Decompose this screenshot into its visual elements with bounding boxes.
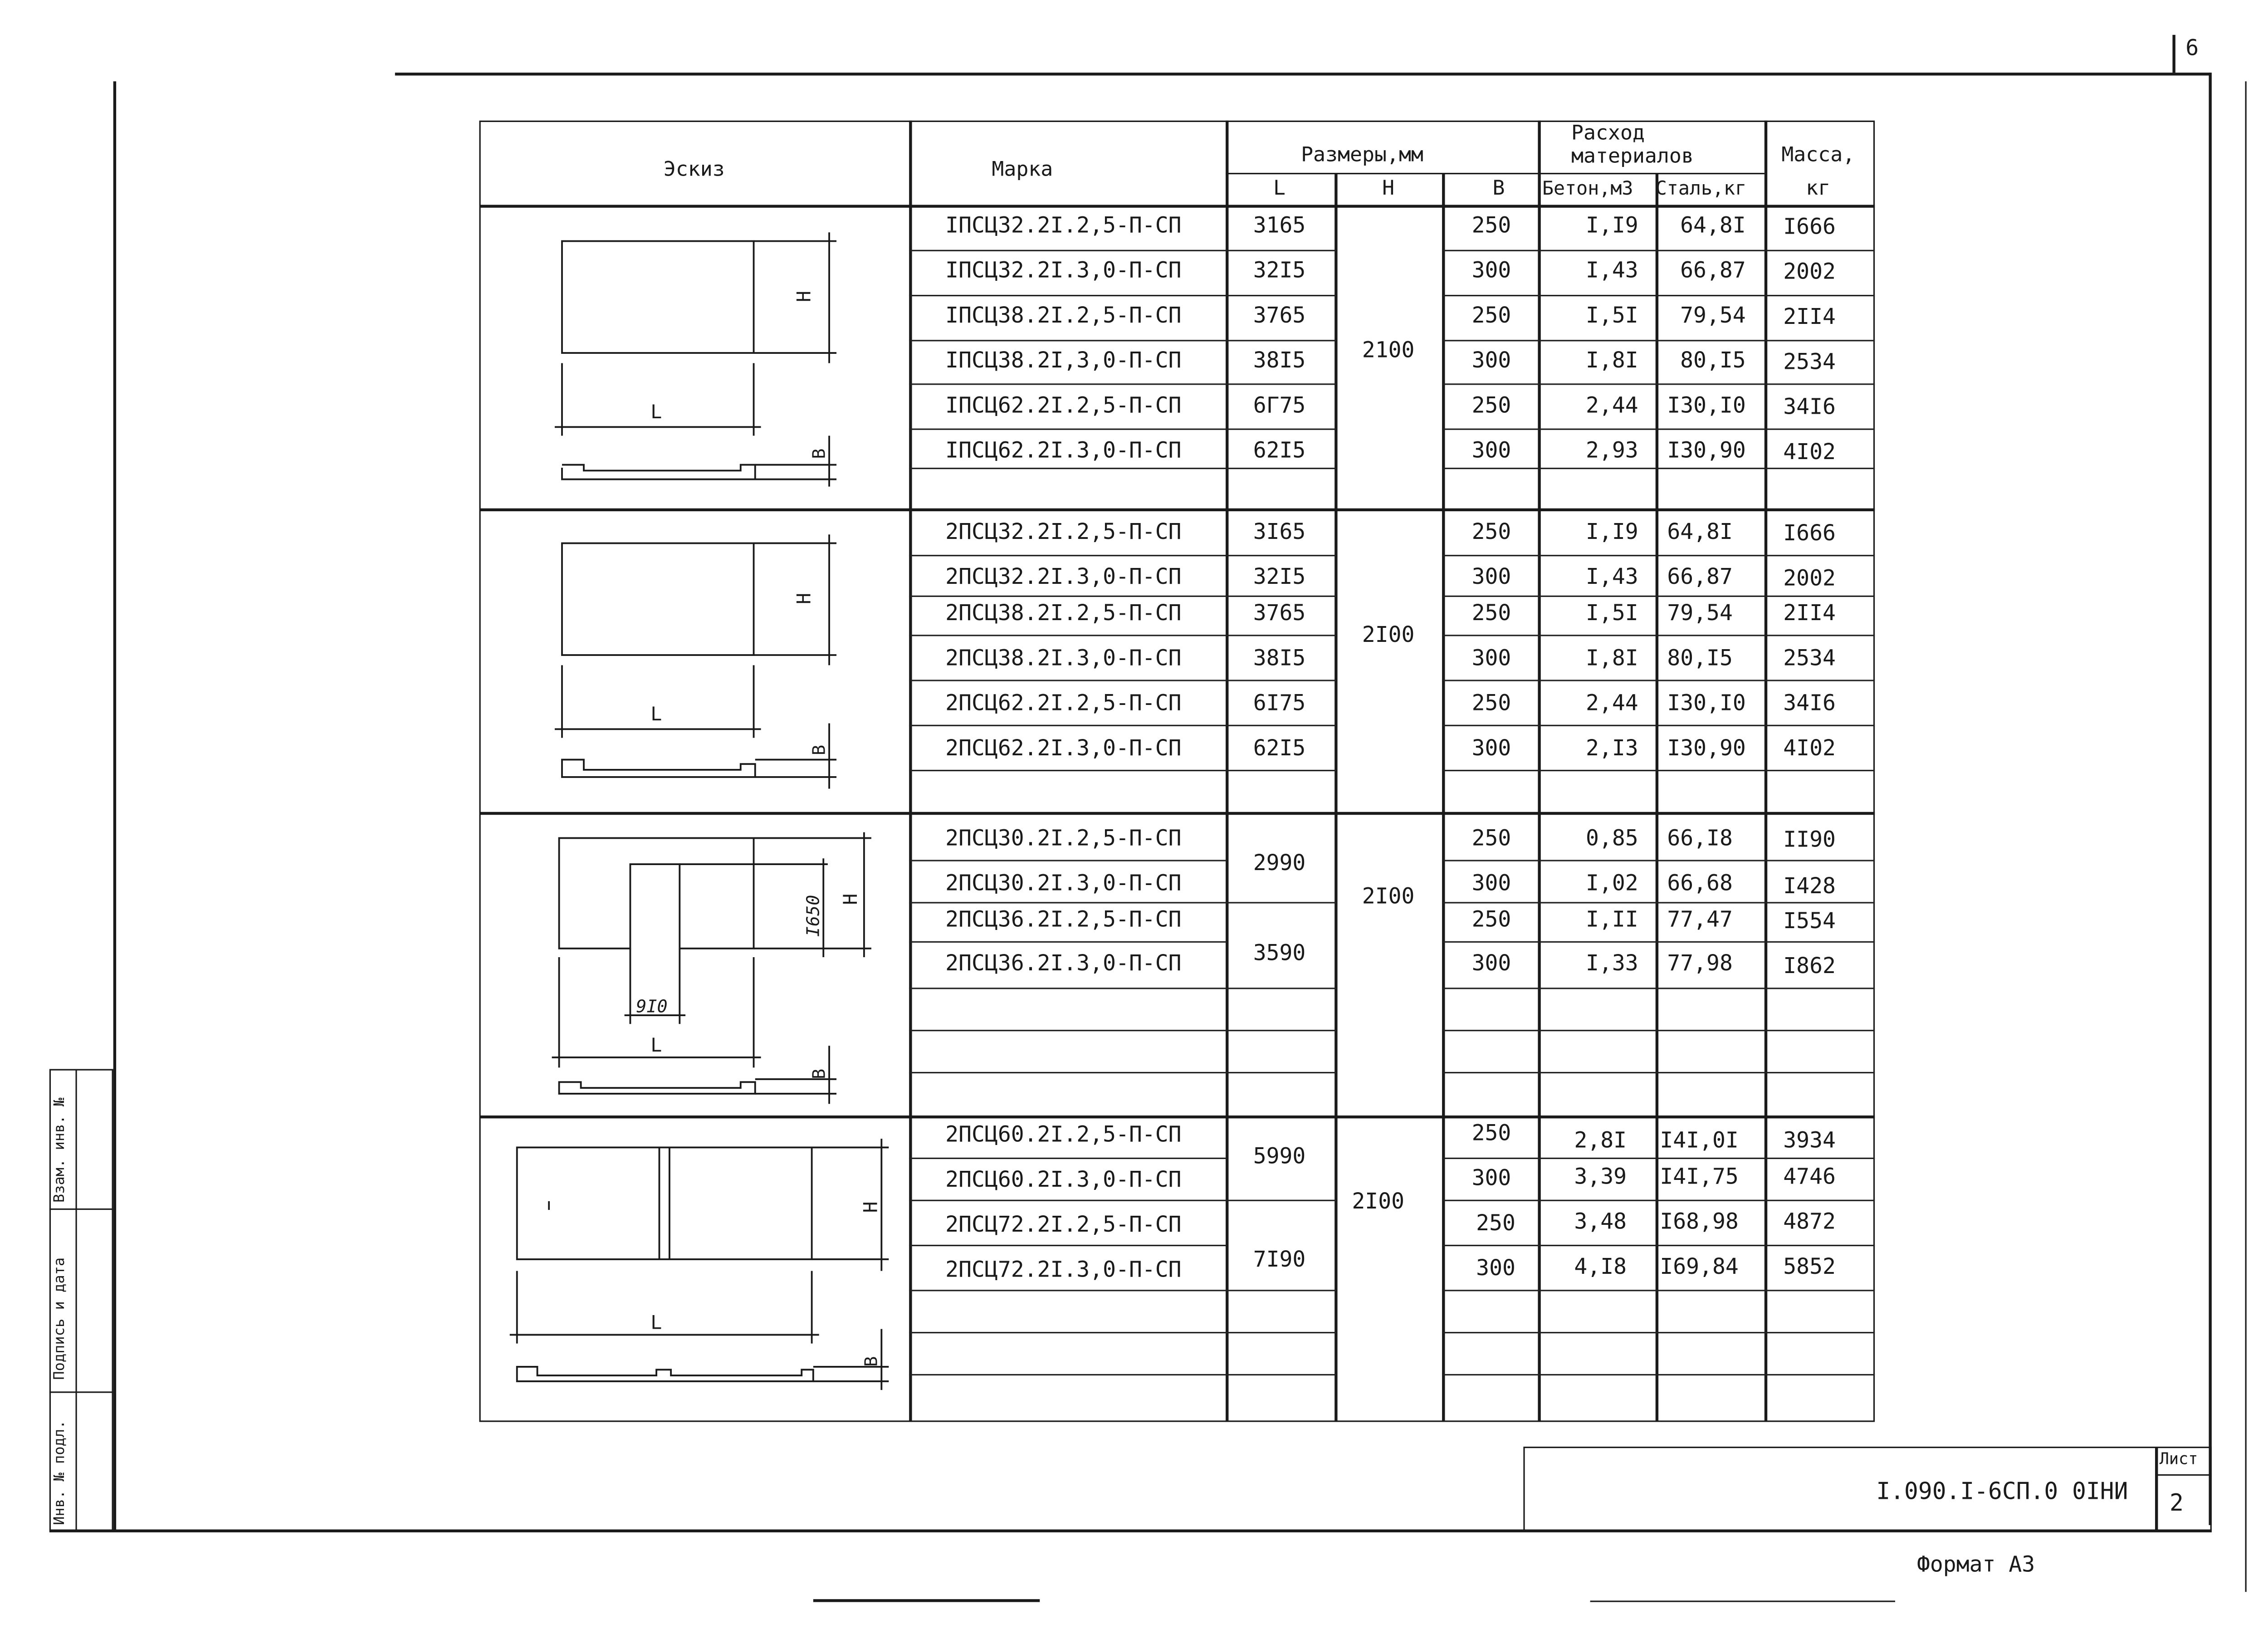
table-row-massa: 2534 bbox=[1783, 645, 1836, 671]
table-row-massa: I554 bbox=[1783, 908, 1836, 934]
row-line bbox=[1442, 988, 1875, 989]
trim-right-line bbox=[2245, 81, 2247, 1592]
table-row-stal: I68,98 bbox=[1660, 1208, 1739, 1235]
table-row-stal: 66,87 bbox=[1667, 563, 1733, 590]
table-row-marka: IПСЦ38.2I.2,5-П-СП bbox=[945, 302, 1182, 328]
table-row-massa: 2II4 bbox=[1783, 600, 1836, 626]
sketch-panel-1 bbox=[494, 218, 900, 508]
table-row-beton: I,II bbox=[1586, 906, 1638, 933]
sketch-label-L: L bbox=[650, 703, 662, 725]
table-row-beton: I,8I bbox=[1586, 645, 1638, 671]
table-row-B: 300 bbox=[1471, 949, 1511, 976]
table-row-L: 32I5 bbox=[1253, 257, 1306, 284]
row-line bbox=[1442, 555, 1875, 556]
row-line bbox=[1442, 1200, 1875, 1201]
row-line bbox=[1442, 429, 1875, 430]
group-H-value: 2100 bbox=[1362, 337, 1415, 363]
table-row-stal: I30,I0 bbox=[1667, 690, 1746, 716]
group-H-value: 2I00 bbox=[1352, 1188, 1405, 1214]
row-line bbox=[909, 1374, 1336, 1375]
row-line bbox=[1442, 941, 1875, 943]
row-line bbox=[1442, 725, 1875, 726]
header-massa-1: Масса, bbox=[1781, 143, 1855, 167]
row-line bbox=[1442, 1072, 1875, 1073]
row-line bbox=[909, 340, 1336, 341]
group-sep-3 bbox=[479, 1115, 1875, 1118]
sketch-label-B: B bbox=[809, 744, 830, 755]
table-row-B: 250 bbox=[1476, 1210, 1515, 1236]
row-line bbox=[909, 1072, 1336, 1073]
table-row-massa: I862 bbox=[1783, 953, 1836, 979]
sketch-panel-3 bbox=[494, 821, 900, 1111]
row-line bbox=[1442, 860, 1875, 861]
row-line bbox=[1442, 635, 1875, 636]
sketch-label-B: B bbox=[861, 1356, 882, 1367]
row-line bbox=[909, 770, 1336, 771]
table-row-massa: 4I02 bbox=[1783, 438, 1836, 465]
row-line bbox=[909, 295, 1336, 296]
table-row-B: 300 bbox=[1471, 347, 1511, 373]
header-H: H bbox=[1382, 177, 1395, 201]
sketch-panel-4 bbox=[494, 1125, 900, 1416]
sketch-label-H: H bbox=[859, 1201, 882, 1213]
header-raskhod-1: Расход bbox=[1571, 122, 1645, 146]
row-line bbox=[1442, 1158, 1875, 1159]
table-row-marka: 2ПСЦ36.2I.3,0-П-СП bbox=[945, 949, 1182, 976]
trim-mark-bottom-right bbox=[1590, 1600, 1895, 1602]
group-L-merged: 5990 bbox=[1253, 1143, 1306, 1169]
table-row-beton: I,5I bbox=[1586, 302, 1638, 328]
table-row-beton: I,33 bbox=[1586, 949, 1638, 976]
table-row-beton: I,43 bbox=[1586, 563, 1638, 590]
header-razmery: Размеры,мм bbox=[1301, 143, 1423, 167]
table-row-L: 6Г75 bbox=[1253, 392, 1306, 419]
table-row-stal: 66,87 bbox=[1680, 257, 1746, 284]
table-row-beton: 2,44 bbox=[1586, 690, 1638, 716]
row-line bbox=[909, 860, 1226, 861]
table-row-marka: IПСЦ32.2I.2,5-П-СП bbox=[945, 212, 1182, 239]
trim-mark-bottom bbox=[813, 1599, 1040, 1602]
table-row-B: 250 bbox=[1471, 906, 1511, 933]
table-row-B: 300 bbox=[1471, 735, 1511, 761]
table-row-beton: I,I9 bbox=[1586, 212, 1638, 239]
row-line bbox=[909, 555, 1336, 556]
table-row-B: 250 bbox=[1471, 302, 1511, 328]
table-row-marka: 2ПСЦ32.2I.3,0-П-СП bbox=[945, 563, 1182, 590]
table-row-B: 300 bbox=[1471, 257, 1511, 284]
table-row-massa: I666 bbox=[1783, 520, 1836, 546]
row-line bbox=[1442, 468, 1875, 469]
header-bottom-line bbox=[479, 205, 1875, 207]
header-B: B bbox=[1492, 177, 1505, 201]
group-L-merged: 3590 bbox=[1253, 939, 1306, 966]
table-row-L: 3765 bbox=[1253, 600, 1306, 626]
row-line bbox=[1442, 1030, 1875, 1031]
table-row-stal: 79,54 bbox=[1680, 302, 1746, 328]
group-sep-2 bbox=[479, 812, 1875, 814]
header-beton: Бетон,м3 bbox=[1542, 178, 1633, 201]
table-row-stal: 64,8I bbox=[1680, 212, 1746, 239]
header-stal: Сталь,кг bbox=[1655, 178, 1747, 201]
side-stamp-divider bbox=[75, 1069, 77, 1531]
table-row-marka: IПСЦ62.2I.3,0-П-СП bbox=[945, 437, 1182, 464]
row-line bbox=[909, 902, 1336, 903]
sheet-format: Формат А3 bbox=[1916, 1551, 2035, 1578]
table-row-stal: 79,54 bbox=[1667, 600, 1733, 626]
sheet-label: Лист bbox=[2159, 1449, 2198, 1469]
row-line bbox=[909, 725, 1336, 726]
table-row-beton: 3,48 bbox=[1574, 1208, 1627, 1235]
row-line bbox=[909, 468, 1336, 469]
frame-top-line bbox=[395, 73, 2210, 75]
title-block-sheet-sep bbox=[2155, 1474, 2212, 1476]
row-line bbox=[909, 1158, 1226, 1159]
table-row-L: 3I65 bbox=[1253, 519, 1306, 545]
table-row-B: 300 bbox=[1471, 1164, 1511, 1191]
group-H-value: 2I00 bbox=[1362, 883, 1415, 910]
table-row-beton: 0,85 bbox=[1586, 825, 1638, 851]
title-block-divider bbox=[2155, 1447, 2157, 1531]
table-row-stal: 77,47 bbox=[1667, 906, 1733, 933]
doc-code: I.090.I-6СП.0 0IНИ bbox=[1876, 1477, 2128, 1505]
table-row-massa: 5852 bbox=[1783, 1253, 1836, 1280]
table-row-stal: I4I,75 bbox=[1660, 1163, 1739, 1190]
row-line bbox=[909, 988, 1336, 989]
table-row-B: 300 bbox=[1471, 645, 1511, 671]
table-row-stal: 80,I5 bbox=[1680, 347, 1746, 373]
table-row-B: 300 bbox=[1471, 437, 1511, 464]
table-row-B: 250 bbox=[1471, 690, 1511, 716]
table-row-L: 3765 bbox=[1253, 302, 1306, 328]
table-row-massa: II90 bbox=[1783, 826, 1836, 853]
table-row-L: 32I5 bbox=[1253, 563, 1306, 590]
row-line bbox=[1442, 1374, 1875, 1375]
table-row-marka: 2ПСЦ62.2I.3,0-П-СП bbox=[945, 735, 1182, 761]
table-row-massa: 2II4 bbox=[1783, 303, 1836, 330]
table-row-stal: I30,90 bbox=[1667, 437, 1746, 464]
table-row-massa: 4872 bbox=[1783, 1208, 1836, 1235]
table-row-beton: I,I9 bbox=[1586, 519, 1638, 545]
row-line bbox=[909, 1332, 1336, 1333]
table-row-B: 300 bbox=[1476, 1255, 1515, 1281]
table-row-beton: 2,93 bbox=[1586, 437, 1638, 464]
sketch-label-H: H bbox=[792, 290, 815, 302]
side-stamp-podpis: Подпись и дата bbox=[52, 1257, 68, 1380]
table-row-beton: 2,8I bbox=[1574, 1127, 1627, 1154]
table-row-massa: 34I6 bbox=[1783, 393, 1836, 420]
row-line bbox=[909, 1290, 1336, 1291]
table-row-B: 250 bbox=[1471, 212, 1511, 239]
table-row-massa: 34I6 bbox=[1783, 690, 1836, 716]
table-row-massa: 2002 bbox=[1783, 258, 1836, 285]
sketch-label-B: B bbox=[809, 1068, 830, 1079]
table-row-marka: 2ПСЦ60.2I.2,5-П-СП bbox=[945, 1121, 1182, 1148]
sketch-label-opening-h: I650 bbox=[803, 895, 824, 937]
row-line bbox=[1442, 902, 1875, 903]
table-row-B: 250 bbox=[1471, 519, 1511, 545]
side-stamp-sep-1 bbox=[49, 1208, 113, 1210]
table-row-massa: I666 bbox=[1783, 213, 1836, 240]
row-line bbox=[1442, 340, 1875, 341]
table-row-B: 300 bbox=[1471, 563, 1511, 590]
sheet-number: 2 bbox=[2170, 1488, 2184, 1517]
table-row-marka: 2ПСЦ62.2I.2,5-П-СП bbox=[945, 690, 1182, 716]
page-number: 6 bbox=[2185, 34, 2199, 61]
table-row-L: 62I5 bbox=[1253, 437, 1306, 464]
table-row-B: 250 bbox=[1471, 825, 1511, 851]
row-line bbox=[909, 941, 1226, 943]
table-row-B: 300 bbox=[1471, 870, 1511, 896]
sketch-label-H: H bbox=[839, 893, 861, 905]
table-row-stal: I30,90 bbox=[1667, 735, 1746, 761]
table-row-beton: 2,44 bbox=[1586, 392, 1638, 419]
table-row-stal: I4I,0I bbox=[1660, 1127, 1739, 1154]
table-row-marka: 2ПСЦ30.2I.3,0-П-СП bbox=[945, 870, 1182, 896]
row-line bbox=[1442, 770, 1875, 771]
row-line bbox=[909, 596, 1336, 597]
sketch-label-opening-w: 9I0 bbox=[636, 996, 668, 1017]
sketch-label-L: L bbox=[650, 1311, 662, 1334]
table-row-L: 6I75 bbox=[1253, 690, 1306, 716]
table-row-marka: IПСЦ62.2I.2,5-П-СП bbox=[945, 392, 1182, 419]
col-sep-beton bbox=[1656, 173, 1658, 1422]
table-row-L: 38I5 bbox=[1253, 347, 1306, 373]
table-row-marka: 2ПСЦ30.2I.2,5-П-СП bbox=[945, 825, 1182, 851]
table-row-L: 38I5 bbox=[1253, 645, 1306, 671]
table-row-B: 250 bbox=[1471, 600, 1511, 626]
row-line bbox=[1442, 383, 1875, 385]
row-line bbox=[1442, 250, 1875, 251]
table-row-L: 62I5 bbox=[1253, 735, 1306, 761]
page-number-divider bbox=[2172, 35, 2175, 73]
table-row-marka: 2ПСЦ38.2I.2,5-П-СП bbox=[945, 600, 1182, 626]
sketch-label-H: H bbox=[792, 592, 815, 604]
row-line bbox=[1442, 596, 1875, 597]
side-stamp-inv-podl: Инв. № подл. bbox=[52, 1420, 68, 1525]
table-row-marka: 2ПСЦ36.2I.2,5-П-СП bbox=[945, 906, 1182, 933]
row-line bbox=[909, 383, 1336, 385]
table-row-marka: 2ПСЦ72.2I.2,5-П-СП bbox=[945, 1211, 1182, 1238]
row-line bbox=[1442, 680, 1875, 681]
table-row-stal: I69,84 bbox=[1660, 1253, 1739, 1280]
table-row-massa: 4I02 bbox=[1783, 735, 1836, 761]
table-row-beton: I,8I bbox=[1586, 347, 1638, 373]
row-line bbox=[909, 1245, 1226, 1246]
table-row-marka: 2ПСЦ32.2I.2,5-П-СП bbox=[945, 519, 1182, 545]
table-row-marka: 2ПСЦ60.2I.3,0-П-СП bbox=[945, 1166, 1182, 1193]
table-row-massa: 4746 bbox=[1783, 1163, 1836, 1190]
header-eskiz: Эскиз bbox=[663, 158, 725, 182]
table-row-marka: 2ПСЦ38.2I.3,0-П-СП bbox=[945, 645, 1182, 671]
row-line bbox=[1442, 1290, 1875, 1291]
side-stamp-sep-2 bbox=[49, 1391, 113, 1393]
table-row-massa: 2534 bbox=[1783, 348, 1836, 375]
row-line bbox=[909, 250, 1336, 251]
table-row-beton: I,5I bbox=[1586, 600, 1638, 626]
group-L-merged: 7I90 bbox=[1253, 1246, 1306, 1272]
table-row-beton: I,43 bbox=[1586, 257, 1638, 284]
sketch-label-B: B bbox=[809, 448, 830, 459]
table-row-marka: IПСЦ32.2I.3,0-П-СП bbox=[945, 257, 1182, 284]
header-marka: Марка bbox=[992, 158, 1053, 182]
row-line bbox=[1442, 1245, 1875, 1246]
table-row-massa: I428 bbox=[1783, 873, 1836, 899]
row-line bbox=[1442, 295, 1875, 296]
table-row-massa: 3934 bbox=[1783, 1127, 1836, 1154]
header-sub-line bbox=[1226, 173, 1765, 174]
table-row-stal: 64,8I bbox=[1667, 519, 1733, 545]
row-line bbox=[909, 1030, 1336, 1031]
col-sep-L bbox=[1334, 173, 1337, 1422]
table-row-marka: 2ПСЦ72.2I.3,0-П-СП bbox=[945, 1256, 1182, 1283]
sketch-panel-2 bbox=[494, 520, 900, 810]
header-massa-2: кг bbox=[1806, 177, 1831, 201]
group-H-value: 2I00 bbox=[1362, 621, 1415, 648]
table-row-B: 250 bbox=[1471, 392, 1511, 419]
header-raskhod-2: материалов bbox=[1571, 145, 1694, 169]
frame-right-line bbox=[2209, 73, 2211, 1525]
table-row-stal: 80,I5 bbox=[1667, 645, 1733, 671]
table-row-B: 250 bbox=[1471, 1120, 1511, 1146]
row-line bbox=[909, 635, 1336, 636]
frame-left-line bbox=[113, 81, 116, 1531]
col-sep-H bbox=[1442, 173, 1444, 1422]
table-row-L: 3165 bbox=[1253, 212, 1306, 239]
table-row-stal: I30,I0 bbox=[1667, 392, 1746, 419]
side-stamp-vzam-inv: Взам. инв. № bbox=[52, 1097, 68, 1203]
table-row-stal: 66,68 bbox=[1667, 870, 1733, 896]
table-row-beton: 3,39 bbox=[1574, 1163, 1627, 1190]
table-row-stal: 66,I8 bbox=[1667, 825, 1733, 851]
row-line bbox=[1442, 1332, 1875, 1333]
group-sep-1 bbox=[479, 509, 1875, 511]
sketch-label-L: L bbox=[650, 401, 662, 423]
row-line bbox=[909, 680, 1336, 681]
table-row-beton: 4,I8 bbox=[1574, 1253, 1627, 1280]
row-line bbox=[909, 1200, 1336, 1201]
table-row-beton: I,02 bbox=[1586, 870, 1638, 896]
table-row-massa: 2002 bbox=[1783, 565, 1836, 592]
row-line bbox=[909, 429, 1336, 430]
group-L-merged: 2990 bbox=[1253, 850, 1306, 876]
table-row-stal: 77,98 bbox=[1667, 949, 1733, 976]
table-row-marka: IПСЦ38.2I,3,0-П-СП bbox=[945, 347, 1182, 373]
sketch-label-L: L bbox=[650, 1034, 662, 1057]
table-row-beton: 2,I3 bbox=[1586, 735, 1638, 761]
header-L: L bbox=[1273, 177, 1286, 201]
